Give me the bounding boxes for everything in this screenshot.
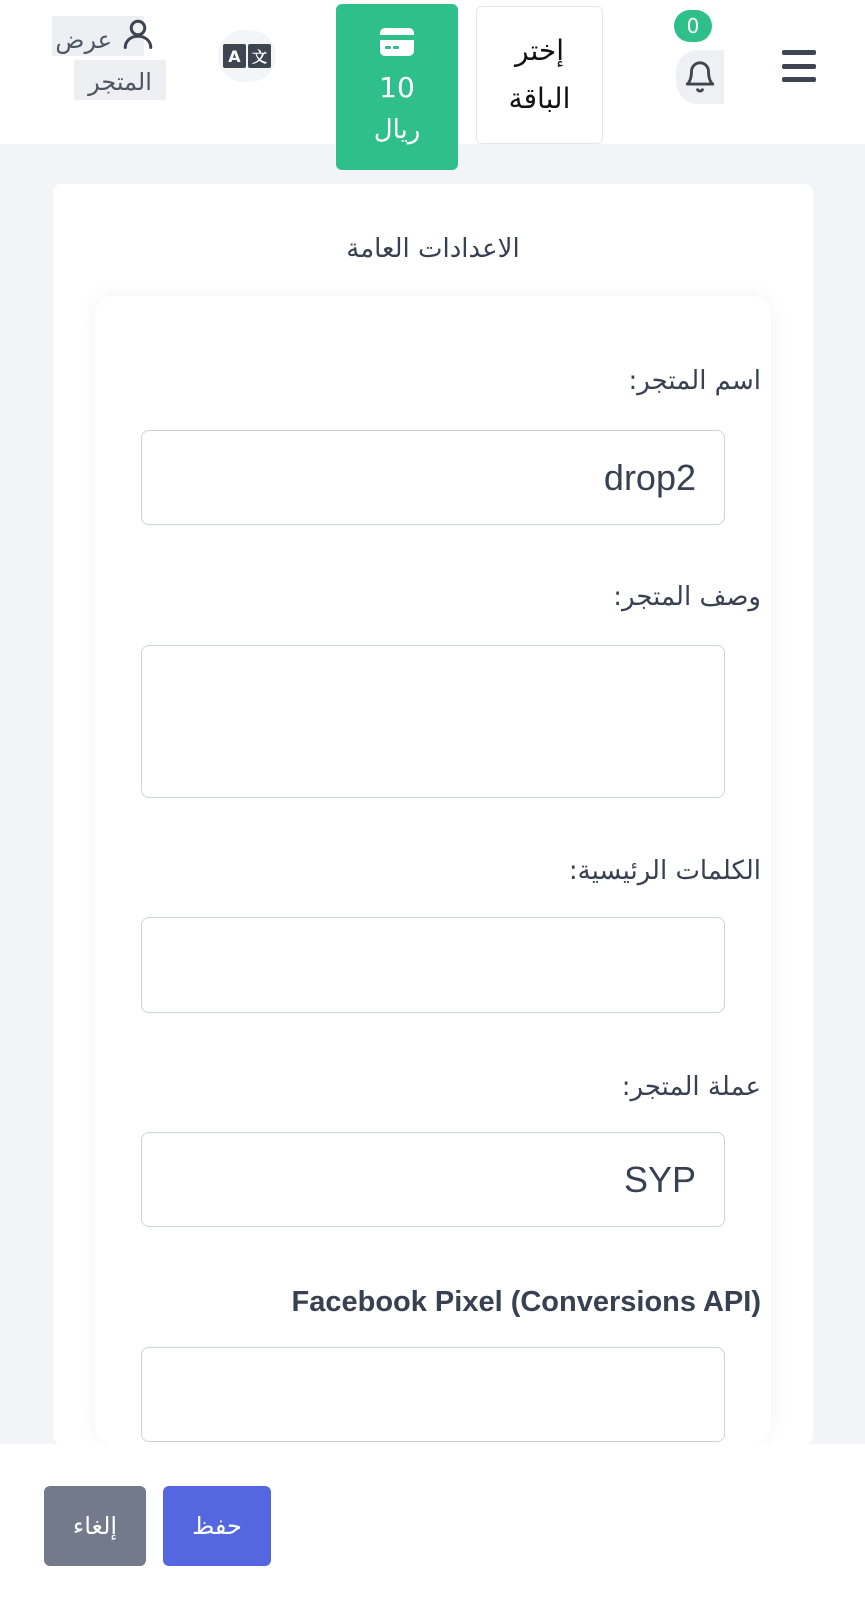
cancel-button[interactable]: إلغاء <box>44 1486 146 1566</box>
wallet-currency: ريال <box>373 115 421 145</box>
wallet-amount: 10 <box>379 71 415 104</box>
facebook-pixel-label: Facebook Pixel (Conversions API) <box>291 1286 761 1318</box>
hamburger-menu-icon[interactable] <box>778 46 820 86</box>
choose-package-button[interactable] <box>476 6 603 144</box>
notifications-count-badge: 0 <box>674 10 712 42</box>
facebook-pixel-input[interactable] <box>141 1347 725 1442</box>
view-store-label-line2: المتجر <box>88 68 152 96</box>
store-description-label: وصف المتجر: <box>613 582 761 612</box>
translate-icon <box>223 44 271 68</box>
card-title: الاعدادات العامة <box>346 234 520 264</box>
wallet-balance-button[interactable] <box>336 4 458 170</box>
user-icon <box>120 16 156 52</box>
keywords-input[interactable] <box>141 917 725 1013</box>
view-store-link[interactable] <box>52 16 164 98</box>
store-name-label: اسم المتجر: <box>628 366 761 396</box>
svg-text:文: 文 <box>251 48 268 66</box>
choose-package-label-line2: الباقة <box>508 82 571 115</box>
choose-package-label-line1: إختر <box>515 34 564 67</box>
credit-card-icon <box>380 28 414 56</box>
top-bar <box>0 0 865 144</box>
svg-text:A: A <box>228 47 241 66</box>
language-switch-button[interactable] <box>218 30 276 82</box>
view-store-label-line1: عرض <box>55 26 112 54</box>
store-currency-input[interactable]: SYP <box>141 1132 725 1227</box>
notifications-button[interactable] <box>676 50 724 104</box>
keywords-label: الكلمات الرئيسية: <box>568 856 761 886</box>
store-name-input[interactable]: drop2 <box>141 430 725 525</box>
save-button[interactable]: حفظ <box>163 1486 271 1566</box>
store-description-textarea[interactable] <box>141 645 725 798</box>
form-footer <box>0 1444 865 1600</box>
bell-icon <box>683 58 717 96</box>
store-currency-label: عملة المتجر: <box>621 1072 761 1102</box>
